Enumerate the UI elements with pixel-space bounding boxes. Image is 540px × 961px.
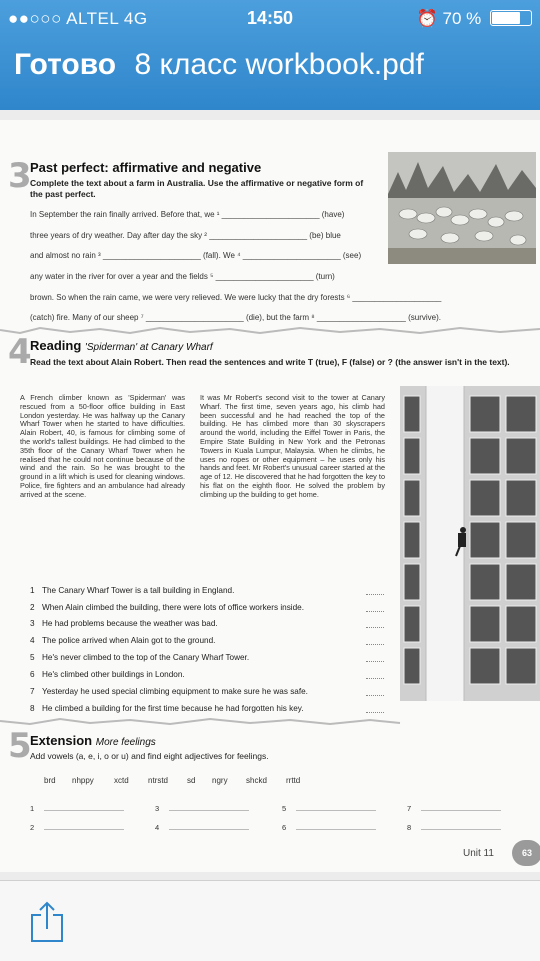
carrier-signal: ●●○○○ ALTEL 4G bbox=[8, 9, 148, 28]
jumbled-word: xctd bbox=[114, 776, 129, 785]
top-bar bbox=[0, 0, 540, 110]
answer-line[interactable]: 7 bbox=[407, 804, 501, 813]
statement-item: 4 The police arrived when Alain got to the ground. bbox=[30, 636, 216, 645]
answer-blank[interactable] bbox=[366, 627, 384, 628]
battery-status bbox=[417, 9, 532, 29]
answer-line[interactable]: 2 bbox=[30, 823, 124, 832]
section3-line: (catch) fire. Many of our sheep ⁷ ______________________ (die), but the farm ⁸ ____________________ (survive). bbox=[30, 313, 441, 322]
section4-heading: Reading bbox=[30, 338, 82, 353]
torn-edge-divider bbox=[0, 324, 540, 338]
section3-line: three years of dry weather. Day after day the sky ² ______________________ (be) blue bbox=[30, 231, 341, 240]
skyscraper-photo bbox=[400, 386, 540, 701]
answer-blank[interactable] bbox=[366, 594, 384, 595]
battery-percent: 70 % bbox=[442, 9, 482, 28]
section4-title bbox=[30, 338, 213, 353]
section3-instructions: Complete the text about a farm in Australia. Use the affirmative or negative form of the past perfect. bbox=[30, 178, 364, 199]
jumbled-word: nhppy bbox=[72, 776, 94, 785]
statement-item: 3 He had problems because the weather was bad. bbox=[30, 619, 218, 628]
section5-number: 5 bbox=[8, 726, 32, 766]
jumbled-word: rrttd bbox=[286, 776, 301, 785]
answer-blank[interactable] bbox=[366, 661, 384, 662]
section3-line: In September the rain finally arrived. Before that, we ¹ ______________________ (have) bbox=[30, 210, 345, 219]
statement-item: 6 He's climbed other buildings in London. bbox=[30, 670, 185, 679]
section5-subtitle: More feelings bbox=[95, 737, 156, 748]
share-icon[interactable] bbox=[30, 901, 64, 943]
statement-item: 8 He climbed a building for the first time because he had forgotten his key. bbox=[30, 704, 304, 713]
answer-line[interactable]: 6 bbox=[282, 823, 376, 832]
torn-edge-divider bbox=[0, 716, 540, 728]
section3-number: 3 bbox=[8, 156, 32, 196]
jumbled-word: ngry bbox=[212, 776, 228, 785]
clock: 14:50 bbox=[246, 8, 294, 28]
sheep-photo bbox=[388, 152, 536, 264]
pdf-page bbox=[0, 120, 540, 872]
page-number-badge: 63 bbox=[512, 840, 540, 866]
document-title: 8 класс workbook.pdf bbox=[134, 48, 424, 81]
jumbled-word: sd bbox=[187, 776, 196, 785]
bottom-toolbar bbox=[0, 880, 540, 961]
section4-instructions: Read the text about Alain Robert. Then read the sentences and write T (true), F (false) or ? (the answer isn't in the text). bbox=[30, 357, 510, 367]
answer-line[interactable]: 8 bbox=[407, 823, 501, 832]
statement-item: 5 He's never climbed to the top of the Canary Wharf Tower. bbox=[30, 653, 250, 662]
article-column-1: A French climber known as 'Spiderman' was rescued from a 50-floor office building in East London yesterday. He was halfway up the Canary Wharf Tower when he started to have difficulties. Alain Robert, 40, is famous for climbing some of the world's tallest buildings. He had climbed to the 35th floor of the Canary Wharf Tower when he realised that he could not continue because of the wind and the rain. So he was brought to the ground in a lift which is used for cleaning windows. Police, fire fighters and an ambulance had already arrived at the scene. bbox=[20, 393, 185, 499]
section3-line: any water in the river for over a year and the fields ⁵ ______________________ (turn) bbox=[30, 272, 335, 281]
section3-line: and almost no rain ³ ______________________ (fall). We ⁴ ______________________ (see) bbox=[30, 251, 362, 260]
status-bar bbox=[0, 6, 540, 32]
answer-blank[interactable] bbox=[366, 695, 384, 696]
unit-label: Unit 11 bbox=[463, 848, 494, 859]
nav-bar bbox=[14, 48, 424, 82]
answer-line[interactable]: 5 bbox=[282, 804, 376, 813]
pdf-viewer[interactable] bbox=[0, 110, 540, 880]
answer-blank[interactable] bbox=[366, 678, 384, 679]
answer-blank[interactable] bbox=[366, 611, 384, 612]
section5-title bbox=[30, 733, 156, 748]
section4-subtitle: 'Spiderman' at Canary Wharf bbox=[84, 342, 213, 353]
jumbled-word: ntrstd bbox=[148, 776, 169, 785]
section3-title: Past perfect: affirmative and negative bbox=[30, 160, 262, 175]
section5-instructions: Add vowels (a, e, i, o or u) and find eight adjectives for feelings. bbox=[30, 751, 269, 761]
jumbled-word: shckd bbox=[246, 776, 267, 785]
section3-line: brown. So when the rain came, we were very relieved. We were lucky that the dry forests ⁶ ____________________ bbox=[30, 293, 442, 302]
answer-line[interactable]: 4 bbox=[155, 823, 249, 832]
jumbled-word: brd bbox=[44, 776, 56, 785]
battery-icon bbox=[490, 10, 532, 26]
statement-item: 7 Yesterday he used special climbing equipment to make sure he was safe. bbox=[30, 687, 308, 696]
statement-item: 2 When Alain climbed the building, there were lots of office workers inside. bbox=[30, 603, 304, 612]
answer-line[interactable]: 1 bbox=[30, 804, 124, 813]
alarm-icon: ⏰ bbox=[416, 9, 438, 28]
answer-blank[interactable] bbox=[366, 712, 384, 713]
statement-item: 1 The Canary Wharf Tower is a tall building in England. bbox=[30, 586, 235, 595]
done-button[interactable]: Готово bbox=[14, 48, 117, 81]
article-column-2: It was Mr Robert's second visit to the tower at Canary Wharf. The first time, seven years ago, his climb had been successful and he had reached the top of the building. He has climbed more than 30 skyscrapers around the world, including the Eiffel Tower in Paris, the Empire State Building in New York and the Petronas Towers in Kuala Lumpur, Malaysia. When he climbs, he uses no ropes or other equipment – he uses only his hands and feet. Mr Robert's unusual career started at the age of 12. He discovered that he had forgotten the key to his flat on the eighth floor. He solved the problem by climbing up the building to get home. bbox=[200, 393, 385, 499]
section5-heading: Extension bbox=[30, 733, 93, 748]
section4-number: 4 bbox=[8, 332, 32, 372]
answer-line[interactable]: 3 bbox=[155, 804, 249, 813]
answer-blank[interactable] bbox=[366, 644, 384, 645]
